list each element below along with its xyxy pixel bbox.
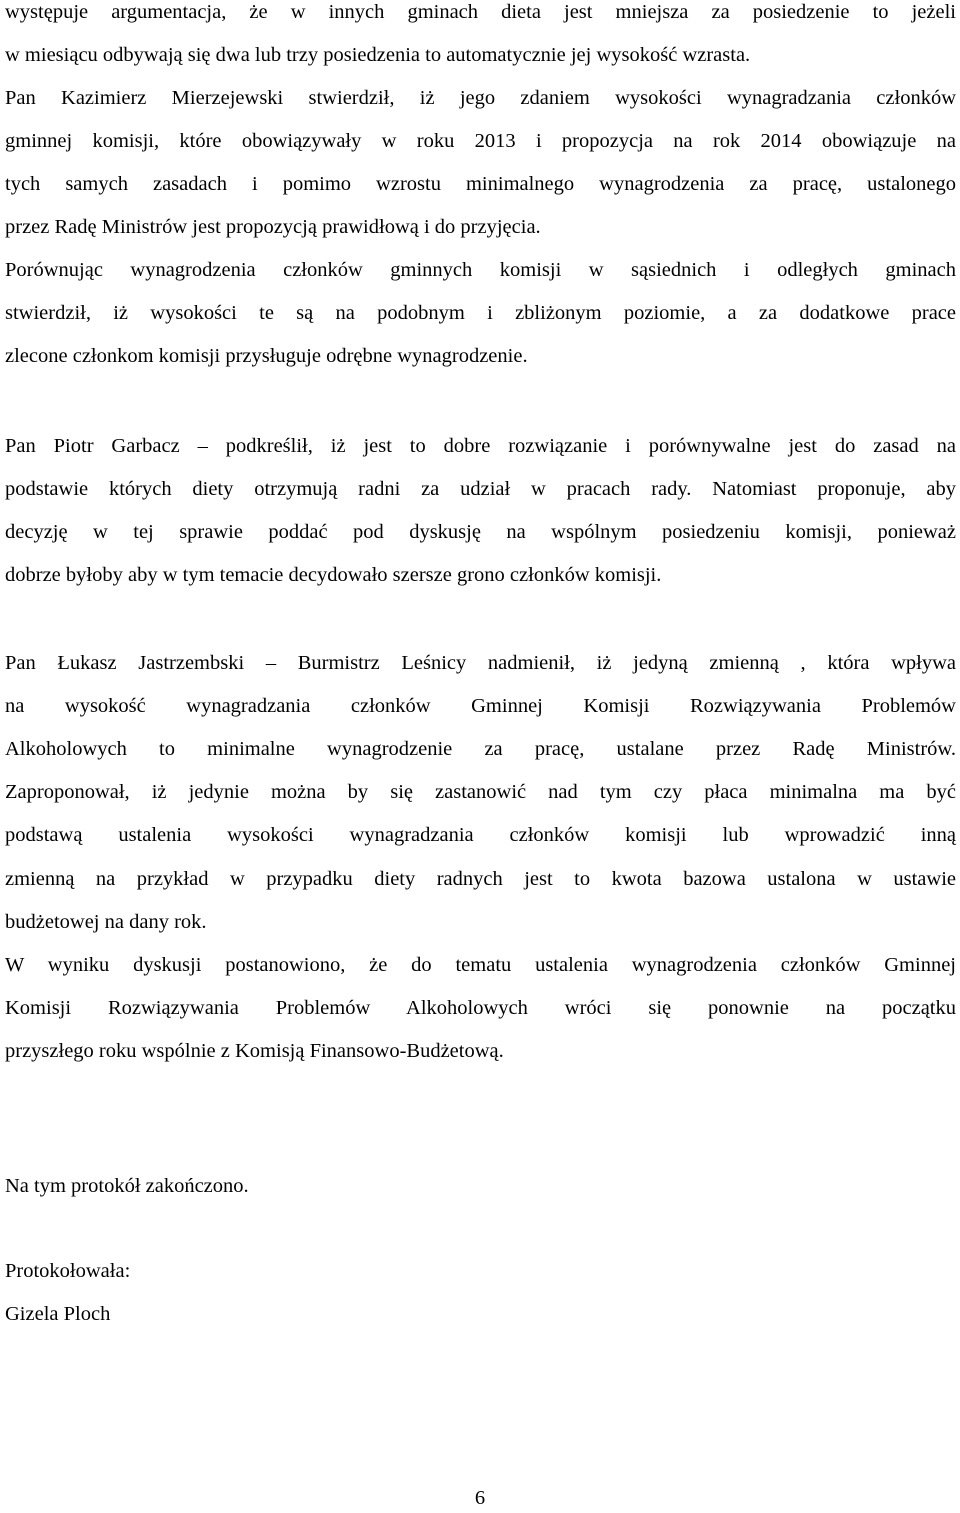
paragraph-4-line-4: dobrze byłoby aby w tym temacie decydowało szersze grono członków komisji. — [5, 564, 662, 586]
paragraph-6-line-3: przyszłego roku wspólnie z Komisją Finansowo-Budżetową. — [5, 1040, 504, 1062]
paragraph-6-line-1: W wyniku dyskusji postanowiono, że do tematu ustalenia wynagrodzenia członków Gminnej — [5, 954, 956, 976]
recorder-label: Protokołowała: — [5, 1260, 131, 1282]
paragraph-2-line-4: przez Radę Ministrów jest propozycją prawidłową i do przyjęcia. — [5, 216, 541, 238]
page-number: 6 — [474, 1487, 486, 1509]
paragraph-6-line-2: Komisji Rozwiązywania Problemów Alkoholowych wróci się ponownie na początku — [5, 997, 956, 1019]
paragraph-3-line-1: Porównując wynagrodzenia członków gminnych komisji w sąsiednich i odległych gminach — [5, 259, 956, 281]
paragraph-2-line-1: Pan Kazimierz Mierzejewski stwierdził, iż jego zdaniem wysokości wynagradzania członków — [5, 87, 956, 109]
paragraph-5-line-3: Alkoholowych to minimalne wynagrodzenie za pracę, ustalane przez Radę Ministrów. — [5, 738, 956, 760]
paragraph-4-line-2: podstawie których diety otrzymują radni za udział w pracach rady. Natomiast proponuje, aby — [5, 478, 956, 500]
paragraph-1-line-1: występuje argumentacja, że w innych gminach dieta jest mniejsza za posiedzenie to jeżeli — [5, 1, 956, 23]
paragraph-2-line-3: tych samych zasadach i pomimo wzrostu minimalnego wynagrodzenia za pracę, ustalonego — [5, 173, 956, 195]
paragraph-5-line-7: budżetowej na dany rok. — [5, 911, 207, 933]
recorder-name: Gizela Ploch — [5, 1303, 111, 1325]
paragraph-3-line-3: zlecone członkom komisji przysługuje odrębne wynagrodzenie. — [5, 345, 528, 367]
paragraph-5-line-6: zmienną na przykład w przypadku diety radnych jest to kwota bazowa ustalona w ustawie — [5, 868, 956, 890]
paragraph-4-line-3: decyzję w tej sprawie poddać pod dyskusję na wspólnym posiedzeniu komisji, ponieważ — [5, 521, 956, 543]
paragraph-5-line-1: Pan Łukasz Jastrzembski – Burmistrz Leśnicy nadmienił, iż jedyną zmienną , która wpływa — [5, 652, 956, 674]
paragraph-5-line-5: podstawą ustalenia wysokości wynagradzania członków komisji lub wprowadzić inną — [5, 824, 956, 846]
paragraph-5-line-4: Zaproponował, iż jedynie można by się zastanowić nad tym czy płaca minimalna ma być — [5, 781, 956, 803]
closing-statement: Na tym protokół zakończono. — [5, 1175, 249, 1197]
paragraph-5-line-2: na wysokość wynagradzania członków Gminnej Komisji Rozwiązywania Problemów — [5, 695, 956, 717]
paragraph-4-line-1: Pan Piotr Garbacz – podkreślił, iż jest to dobre rozwiązanie i porównywalne jest do zasad na — [5, 435, 956, 457]
paragraph-1-line-2: w miesiącu odbywają się dwa lub trzy posiedzenia to automatycznie jej wysokość wzrasta. — [5, 44, 751, 66]
paragraph-2-line-2: gminnej komisji, które obowiązywały w roku 2013 i propozycja na rok 2014 obowiązuje na — [5, 130, 956, 152]
paragraph-3-line-2: stwierdził, iż wysokości te są na podobnym i zbliżonym poziomie, a za dodatkowe prace — [5, 302, 956, 324]
